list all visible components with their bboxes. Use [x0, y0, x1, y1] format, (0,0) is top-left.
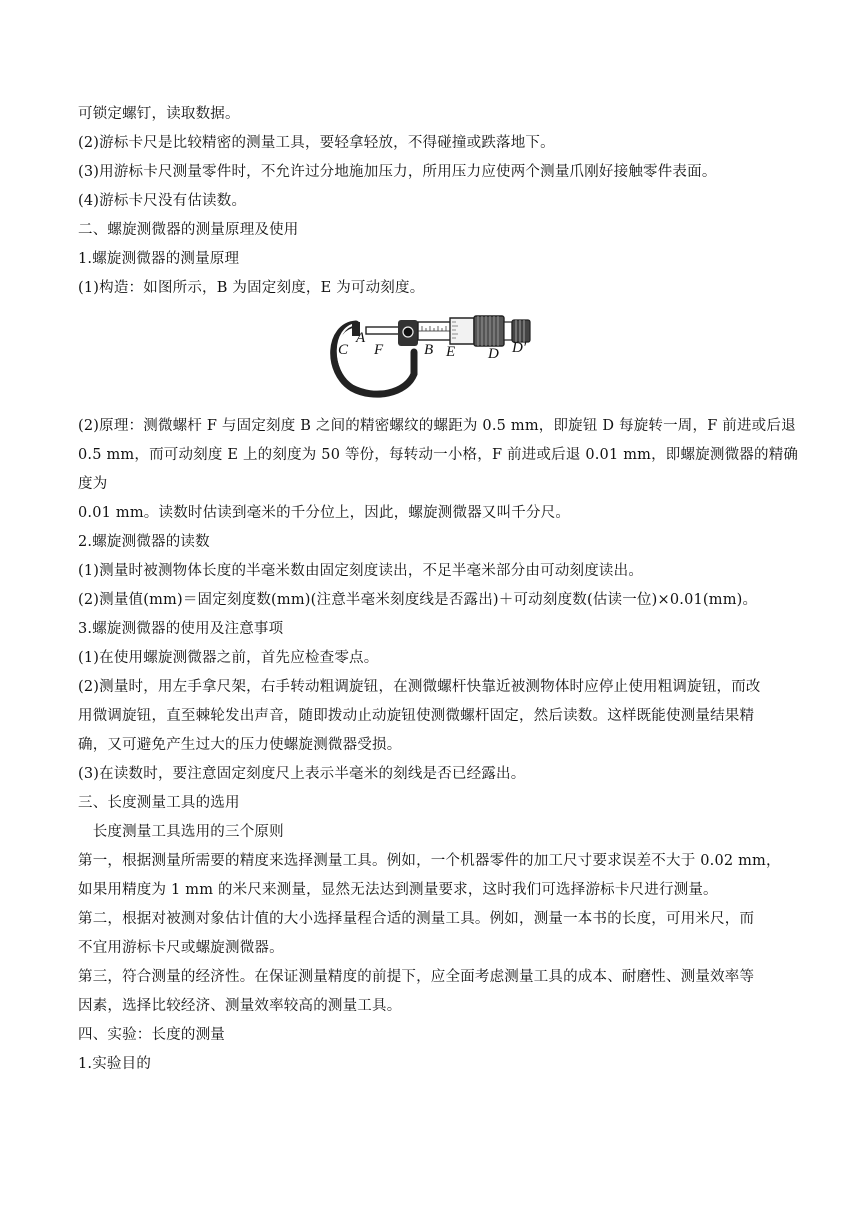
label-f: F [374, 342, 384, 358]
text-line: 第一，根据测量所需要的精度来选择测量工具。例如，一个机器零件的加工尺寸要求误差不大于 0.02 mm， [78, 853, 781, 869]
label-a: A [356, 330, 366, 346]
subsection-heading: 1.螺旋测微器的测量原理 [78, 251, 240, 267]
text-line: (3)用游标卡尺测量零件时，不允许过分地施加压力，所用压力应使两个测量爪刚好接触零件表面。 [78, 164, 717, 180]
section-heading: 四、实验：长度的测量 [78, 1027, 225, 1043]
text-line: (1)构造：如图所示，B 为固定刻度，E 为可动刻度。 [78, 280, 425, 296]
subsection-heading: 1.实验目的 [78, 1056, 152, 1072]
text-line: 0.5 mm，而可动刻度 E 上的刻度为 50 等份，每转动一小格，F 前进或后退 0.01 mm，即螺旋测微器的精确 [78, 447, 799, 463]
text-line: 第三，符合测量的经济性。在保证测量精度的前提下，应全面考虑测量工具的成本、耐磨性、测量效率等 [78, 969, 755, 985]
text-line: 确，又可避免产生过大的压力使螺旋测微器受损。 [78, 737, 402, 753]
label-d-prime: D′ [512, 340, 527, 356]
label-b: B [424, 342, 434, 358]
label-e: E [446, 344, 456, 360]
label-d: D [488, 346, 499, 362]
text-line: 不宜用游标卡尺或螺旋测微器。 [78, 940, 284, 956]
section-heading: 三、长度测量工具的选用 [78, 795, 240, 811]
text-line: 长度测量工具选用的三个原则 [78, 824, 284, 840]
subsection-heading: 3.螺旋测微器的使用及注意事项 [78, 621, 284, 637]
text-line: 用微调旋钮，直至棘轮发出声音，随即拨动止动旋钮使测微螺杆固定，然后读数。这样既能使测量结果精 [78, 708, 755, 724]
micrometer-diagram [322, 312, 538, 398]
text-line: 因素，选择比较经济、测量效率较高的测量工具。 [78, 998, 402, 1014]
label-c: C [338, 342, 349, 358]
section-heading: 二、螺旋测微器的测量原理及使用 [78, 222, 299, 238]
text-line: (2)游标卡尺是比较精密的测量工具，要轻拿轻放，不得碰撞或跌落地下。 [78, 135, 555, 151]
text-line: (1)测量时被测物体长度的半毫米数由固定刻度读出，不足半毫米部分由可动刻度读出。 [78, 563, 644, 579]
text-line: 可锁定螺钉，读取数据。 [78, 106, 240, 122]
text-line: (2)测量时，用左手拿尺架，右手转动粗调旋钮，在测微螺杆快靠近被测物体时应停止使用粗调旋钮，而改 [78, 679, 761, 695]
text-line: (2)测量值(mm)＝固定刻度数(mm)(注意半毫米刻度线是否露出)＋可动刻度数(估读一位)×0.01(mm)。 [78, 592, 758, 608]
text-line: (4)游标卡尺没有估读数。 [78, 193, 247, 209]
text-line: (2)原理：测微螺杆 F 与固定刻度 B 之间的精密螺纹的螺距为 0.5 mm，即旋钮 D 每旋转一周，F 前进或后退 [78, 418, 796, 434]
text-line: (1)在使用螺旋测微器之前，首先应检查零点。 [78, 650, 379, 666]
subsection-heading: 2.螺旋测微器的读数 [78, 534, 210, 550]
text-line: 如果用精度为 1 mm 的米尺来测量，显然无法达到测量要求，这时我们可选择游标卡尺进行测量。 [78, 882, 718, 898]
text-line: 度为 [78, 476, 108, 492]
text-line: 第二，根据对被测对象估计值的大小选择量程合适的测量工具。例如，测量一本书的长度，可用米尺，而 [78, 911, 755, 927]
text-line: 0.01 mm。读数时估读到毫米的千分位上，因此，螺旋测微器又叫千分尺。 [78, 505, 571, 521]
text-line: (3)在读数时，要注意固定刻度尺上表示半毫米的刻线是否已经露出。 [78, 766, 526, 782]
